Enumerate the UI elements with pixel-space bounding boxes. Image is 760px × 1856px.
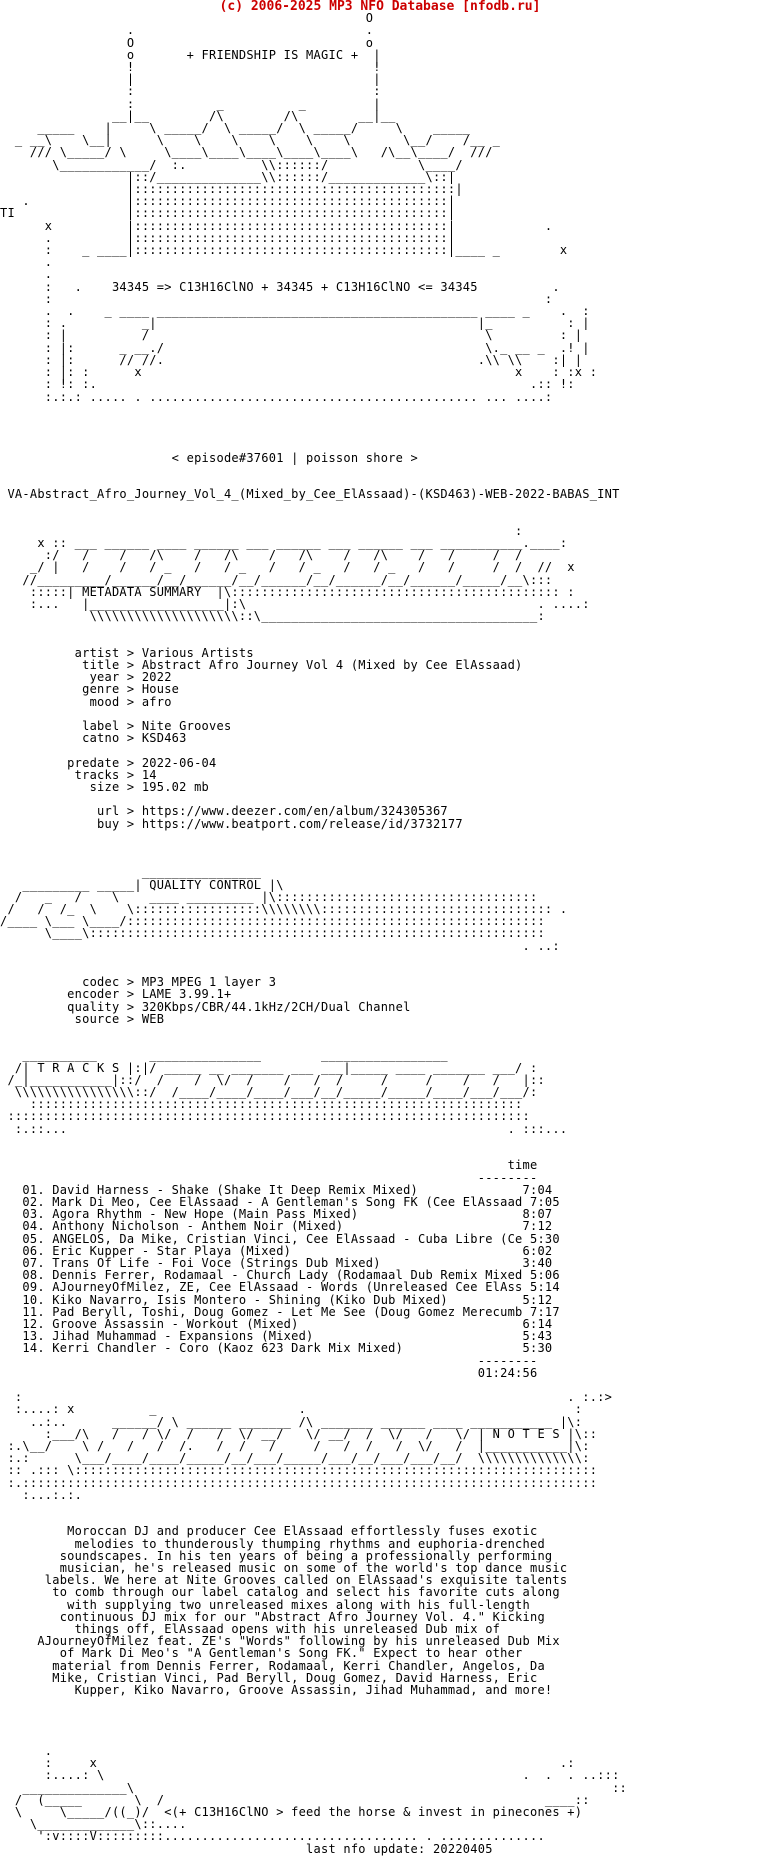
nfo-line: _/ | / / / _ / / _ / / _ / / _ / / / / // x <box>0 560 575 575</box>
nfo-line: :...:.:. <box>0 1487 83 1502</box>
nfo-line: :/ / / /\ / /\ / /\ / /\ / / / / <box>0 548 523 563</box>
nfo-line: material from Dennis Ferrer, Rodamaal, Kerri Chandler, Angelos, Da <box>0 1658 545 1673</box>
nfo-line: musician, he's released music on some of the world's top dance music <box>0 1561 568 1575</box>
nfo-line: . <box>0 267 53 282</box>
nfo-line: ______________\ :: <box>0 1780 628 1795</box>
nfo-line: soundscapes. In his ten years of being a professionally performing <box>0 1548 553 1563</box>
nfo-line: melodies to thunderously thumping rhythms and euphoria-drenched <box>0 1536 545 1551</box>
nfo-line: 04. Anthony Nicholson - Anthem Noir (Mixed) 7:12 <box>0 1219 553 1234</box>
nfo-line: /_|___________|::/ / / \/ / / / / / / / / |:: <box>0 1072 545 1087</box>
nfo-line: \\\\\\\\\\\\\\\\::/ /____/____/____/___/__/_____/_____/____/___/___/: <box>0 1085 538 1100</box>
nfo-line: TI |::::::::::::::::::::::::::::::::::::::::::| <box>0 206 456 221</box>
nfo-line: Mike, Cristian Vinci, Pad Beryll, Doug Gomez, David Harness, Eric <box>0 1670 538 1685</box>
nfodb-credit-header: (c) 2006-2025 MP3 NFO Database [nfodb.ru] <box>219 0 541 14</box>
nfo-line: . ..: <box>0 938 560 953</box>
nfo-line: title > Abstract Afro Journey Vol 4 (Mixed by Cee ElAssaad) <box>0 657 523 672</box>
nfo-line: buy > https://www.beatport.com/release/id/3732177 <box>0 816 463 831</box>
nfo-line: catno > KSD463 <box>0 731 187 746</box>
nfo-line: : |: _ __./ \._ __ _ .! | <box>0 340 590 355</box>
nfo-line: :.::... . :::... <box>0 1121 568 1136</box>
nfo-line: predate > 2022-06-04 <box>0 755 217 770</box>
nfo-line: VA-Abstract_Afro_Journey_Vol_4_(Mixed_by_Cee_ElAssaad)-(KSD463)-WEB-2022-BABAS_INT <box>0 487 620 502</box>
nfo-line: Moroccan DJ and producer Cee ElAssaad effortlessly fuses exotic <box>0 1524 538 1539</box>
nfo-line: /____ \___ \____/:::::::::::::::::::::::::::::::::::::::::::::::::::::::: <box>0 914 545 929</box>
nfo-line: :.::::::::::::::::::::::::::::::::::::::::::::::::::::::::::::::::::::::::::::: <box>0 1475 598 1490</box>
nfo-line: : |: // //. .\\ \\ :| | <box>0 352 583 367</box>
nfo-line: 07. Trans Of Life - Foi Voce (Strings Dub Mixed) 3:40 <box>0 1255 553 1270</box>
nfo-line: 06. Eric Kupper - Star Playa (Mixed) 6:02 <box>0 1243 553 1258</box>
nfo-line: source > WEB <box>0 1011 165 1026</box>
nfo-line: tracks > 14 <box>0 767 157 782</box>
nfo-line: with supplying two unreleased mixes along with his full-length <box>0 1597 530 1612</box>
nfo-line: . |::::::::::::::::::::::::::::::::::::::::::| <box>0 230 456 245</box>
nfo-line: ! ! <box>0 60 381 75</box>
nfo-line: 01. David Harness - Shake (Shake It Deep Remix Mixed) 7:04 <box>0 1182 553 1197</box>
nfo-line: : !: :. .:: !: <box>0 377 575 392</box>
nfo-line: : . :.:> <box>0 1390 613 1405</box>
nfo-line: time <box>0 1158 538 1173</box>
nfo-line: url > https://www.deezer.com/en/album/324305367 <box>0 804 448 819</box>
nfo-line: \_____________\::.... <box>0 1817 187 1832</box>
nfo-line: :: .::: \:::::::::::::::::::::::::::::::::::::::::::::::::::::::::::::::::::::: <box>0 1463 598 1478</box>
nfo-line: :.: \___/____/____/_____/__/___/_____/___/__/___/___/__/ \\\\\\\\\\\\\\: <box>0 1451 590 1466</box>
nfo-line: / / /_ \ \:::::::::::::::::\\\\\\\\::::::::::::::::::::::::::::::: . <box>0 902 568 917</box>
nfo-line: / (_____ \ / ____:: <box>0 1792 590 1807</box>
nfo-line: : _ _ | <box>0 96 381 111</box>
nfo-line: _________ _____| QUALITY CONTROL |\ <box>0 877 284 892</box>
nfo-line: . . <box>0 23 374 38</box>
nfo-line: : <box>0 523 523 538</box>
nfo-line: : x .: <box>0 1756 575 1771</box>
nfo-line: 02. Mark Di Meo, Cee ElAssaad - A Gentleman's Song FK (Cee ElAssaad 7:05 <box>0 1194 560 1209</box>
nfo-line: O o <box>0 35 374 50</box>
nfo-line: :::::| METADATA SUMMARY |\:::::::::::::::::::::::::::::::::::::::::::: : <box>0 584 575 599</box>
nfo-line: :.\__/ \ / / / /. / / / / / / / \/ / |___________|\: <box>0 1438 590 1453</box>
nfo-line: . <box>0 255 53 270</box>
nfo-line: quality > 320Kbps/CBR/44.1kHz/2CH/Dual Channel <box>0 999 411 1014</box>
nfo-line: to comb through our label catalog and select his favorite cuts along <box>0 1585 560 1600</box>
nfo-line: :.:.: ..... . ............................................ ... ....: <box>0 389 553 404</box>
nfo-line: \____\::::::::::::::::::::::::::::::::::::::::::::::::::::::::::::: <box>0 926 545 941</box>
nfo-line: mood > afro <box>0 694 172 709</box>
nfo-line: -------- <box>0 1170 538 1185</box>
nfo-line: :....: x _ . : <box>0 1402 583 1417</box>
nfo-line: : | / \ : | <box>0 328 583 343</box>
nfo-line: /| T R A C K S |:|/ _____ __ _______ ___ ___|_____ ____ _______ ___/ : <box>0 1060 538 1075</box>
nfo-line: | | <box>0 72 381 87</box>
nfo-line: : : <box>0 84 381 99</box>
nfo-line: : . _| |_ : | <box>0 316 590 331</box>
nfo-line: . . _ ____ ___________________________________________ ____ _ . : <box>0 304 590 319</box>
nfo-line: |::/______________\\::::::/_____________\::| <box>0 169 456 184</box>
nfo-line: 11. Pad Beryll, Toshi, Doug Gomez - Let Me See (Doug Gomez Merecumb 7:17 <box>0 1304 560 1319</box>
nfo-line: |:::::::::::::::::::::::::::::::::::::::::::| <box>0 182 463 197</box>
nfo-line: _ __\ \__| \ \ \ \ \ \ \__/ /__ _ <box>0 133 501 148</box>
nfo-line: 14. Kerri Chandler - Coro (Kaoz 623 Dark Mix Mixed) 5:30 <box>0 1341 553 1356</box>
nfo-line: :... |__________________|:\ . ....: <box>0 596 590 611</box>
nfo-line: 01:24:56 <box>0 1365 538 1380</box>
nfo-line: \____________/ :. \\::::::/ \____/ <box>0 157 463 172</box>
nfo-line: codec > MP3 MPEG 1 layer 3 <box>0 975 277 990</box>
nfo-line: -------- <box>0 1353 538 1368</box>
nfo-line: 05. ANGELOS, Da Mike, Cristian Vinci, Cee ElAssaad - Cuba Libre (Ce 5:30 <box>0 1231 560 1246</box>
nfo-line: ________________ <box>0 865 262 880</box>
nfo-line: artist > Various Artists <box>0 645 254 660</box>
nfo-line: o + FRIENDSHIP IS MAGIC + | <box>0 47 381 62</box>
nfo-line: /// \_____/ \ \____\____\____\____\____\ /\__\____/ /// <box>0 145 493 160</box>
nfo-line: genre > House <box>0 682 180 697</box>
nfo-line: : : <box>0 291 553 306</box>
nfo-line: //_________/______/__/______/__/______/__/______/__/______/_____/__\::: <box>0 572 553 587</box>
nfo-line: x :: ___ ______ ____ ______ ___ ______ ___ ______ ___ ___________.____: <box>0 535 568 550</box>
nfo-line: \\\\\\\\\\\\\\\\\\\\::\_____________________________________: <box>0 609 545 624</box>
nfo-line: things off, ElAssaad opens with his unreleased Dub mix of <box>0 1622 501 1637</box>
nfo-line: :....: \ . . . ..::: <box>0 1768 620 1783</box>
nfo-line: x |::::::::::::::::::::::::::::::::::::::::::| . <box>0 218 553 233</box>
nfo-line: : |: : x x : :x : <box>0 365 598 380</box>
nfo-line: ':v::::V:::::::::.................................. . .............. <box>0 1829 545 1844</box>
nfo-line: 09. AJourneyOfMilez, ZE, Cee ElAssaad - Words (Unreleased Cee ElAss 5:14 <box>0 1280 560 1295</box>
nfo-line: of Mark Di Meo's "A Gentleman's Song FK." Expect to hear other <box>0 1646 523 1661</box>
nfo-line: . <box>0 1744 53 1759</box>
nfo-line: / _ / \ ____ _________ |\::::::::::::::::::::::::::::::::::: <box>0 889 538 904</box>
nfo-line: continuous DJ mix for our "Abstract Afro Journey Vol. 4." Kicking <box>0 1609 545 1624</box>
nfo-line: : . 34345 => C13H16ClNO + 34345 + C13H16ClNO <= 34345 . <box>0 279 560 294</box>
nfo-line: 08. Dennis Ferrer, Rodamaal - Church Lady (Rodamaal Dub Remix Mixed 5:06 <box>0 1268 560 1283</box>
nfo-line: AJourneyOfMilez feat. ZE's "Words" following by his unreleased Dub Mix <box>0 1634 560 1649</box>
nfo-line: . |::::::::::::::::::::::::::::::::::::::::::| <box>0 194 456 209</box>
nfo-line: : _ ____|::::::::::::::::::::::::::::::::::::::::::|____ _ x <box>0 243 568 258</box>
nfo-line: 12. Groove Assassin - Workout (Mixed) 6:14 <box>0 1316 553 1331</box>
nfo-line: < episode#37601 | poisson shore > <box>0 450 419 465</box>
nfo-line: :::::::::::::::::::::::::::::::::::::::::::::::::::::::::::::::::: <box>0 1097 523 1112</box>
nfo-line: 10. Kiko Navarro, Isis Montero - Shining (Kiko Dub Mixed) 5:12 <box>0 1292 553 1307</box>
nfo-line: label > Nite Grooves <box>0 718 232 733</box>
nfo-line: 13. Jihad Muhammad - Expansions (Mixed) 5:43 <box>0 1329 553 1344</box>
nfo-line: :___/\ / / \/ / / \/ __/ \/ __/ / \/ / \/ | N O T E S |\:: <box>0 1426 598 1441</box>
nfo-line: :::::::::::::::::::::::::::::::::::::::::::::::::::::::::::::::::::::: <box>0 1109 530 1124</box>
nfo-line: \ \_____/((_)/ <(+ C13H16ClNO > feed the horse & invest in pinecones +) <box>0 1805 583 1820</box>
nfo-line: labels. We here at Nite Grooves called on ElAssaad's exquisite talents <box>0 1573 568 1588</box>
nfo-line: __|__ /\ /\ __|__ <box>0 108 396 123</box>
nfo-line: __________ _______________ _________________ <box>0 1048 448 1063</box>
nfo-line: ..:.. ______/ \ ______ _______ /\ _______ ______ ____ ___________ |\: <box>0 1414 583 1429</box>
nfo-line: size > 195.02 mb <box>0 780 210 794</box>
nfo-line: O <box>0 11 374 26</box>
nfo-line: last nfo update: 20220405 <box>0 1841 493 1856</box>
nfo-line: encoder > LAME 3.99.1+ <box>0 987 232 1002</box>
nfo-line: 03. Agora Rhythm - New Hope (Main Pass Mixed) 8:07 <box>0 1207 553 1222</box>
nfo-line: Kupper, Kiko Navarro, Groove Assassin, Jihad Muhammad, and more! <box>0 1683 553 1698</box>
nfo-line: _____ | \ _____/ \ _____/ \ _____/ \ _____ <box>0 121 471 136</box>
nfo-line: year > 2022 <box>0 670 172 685</box>
